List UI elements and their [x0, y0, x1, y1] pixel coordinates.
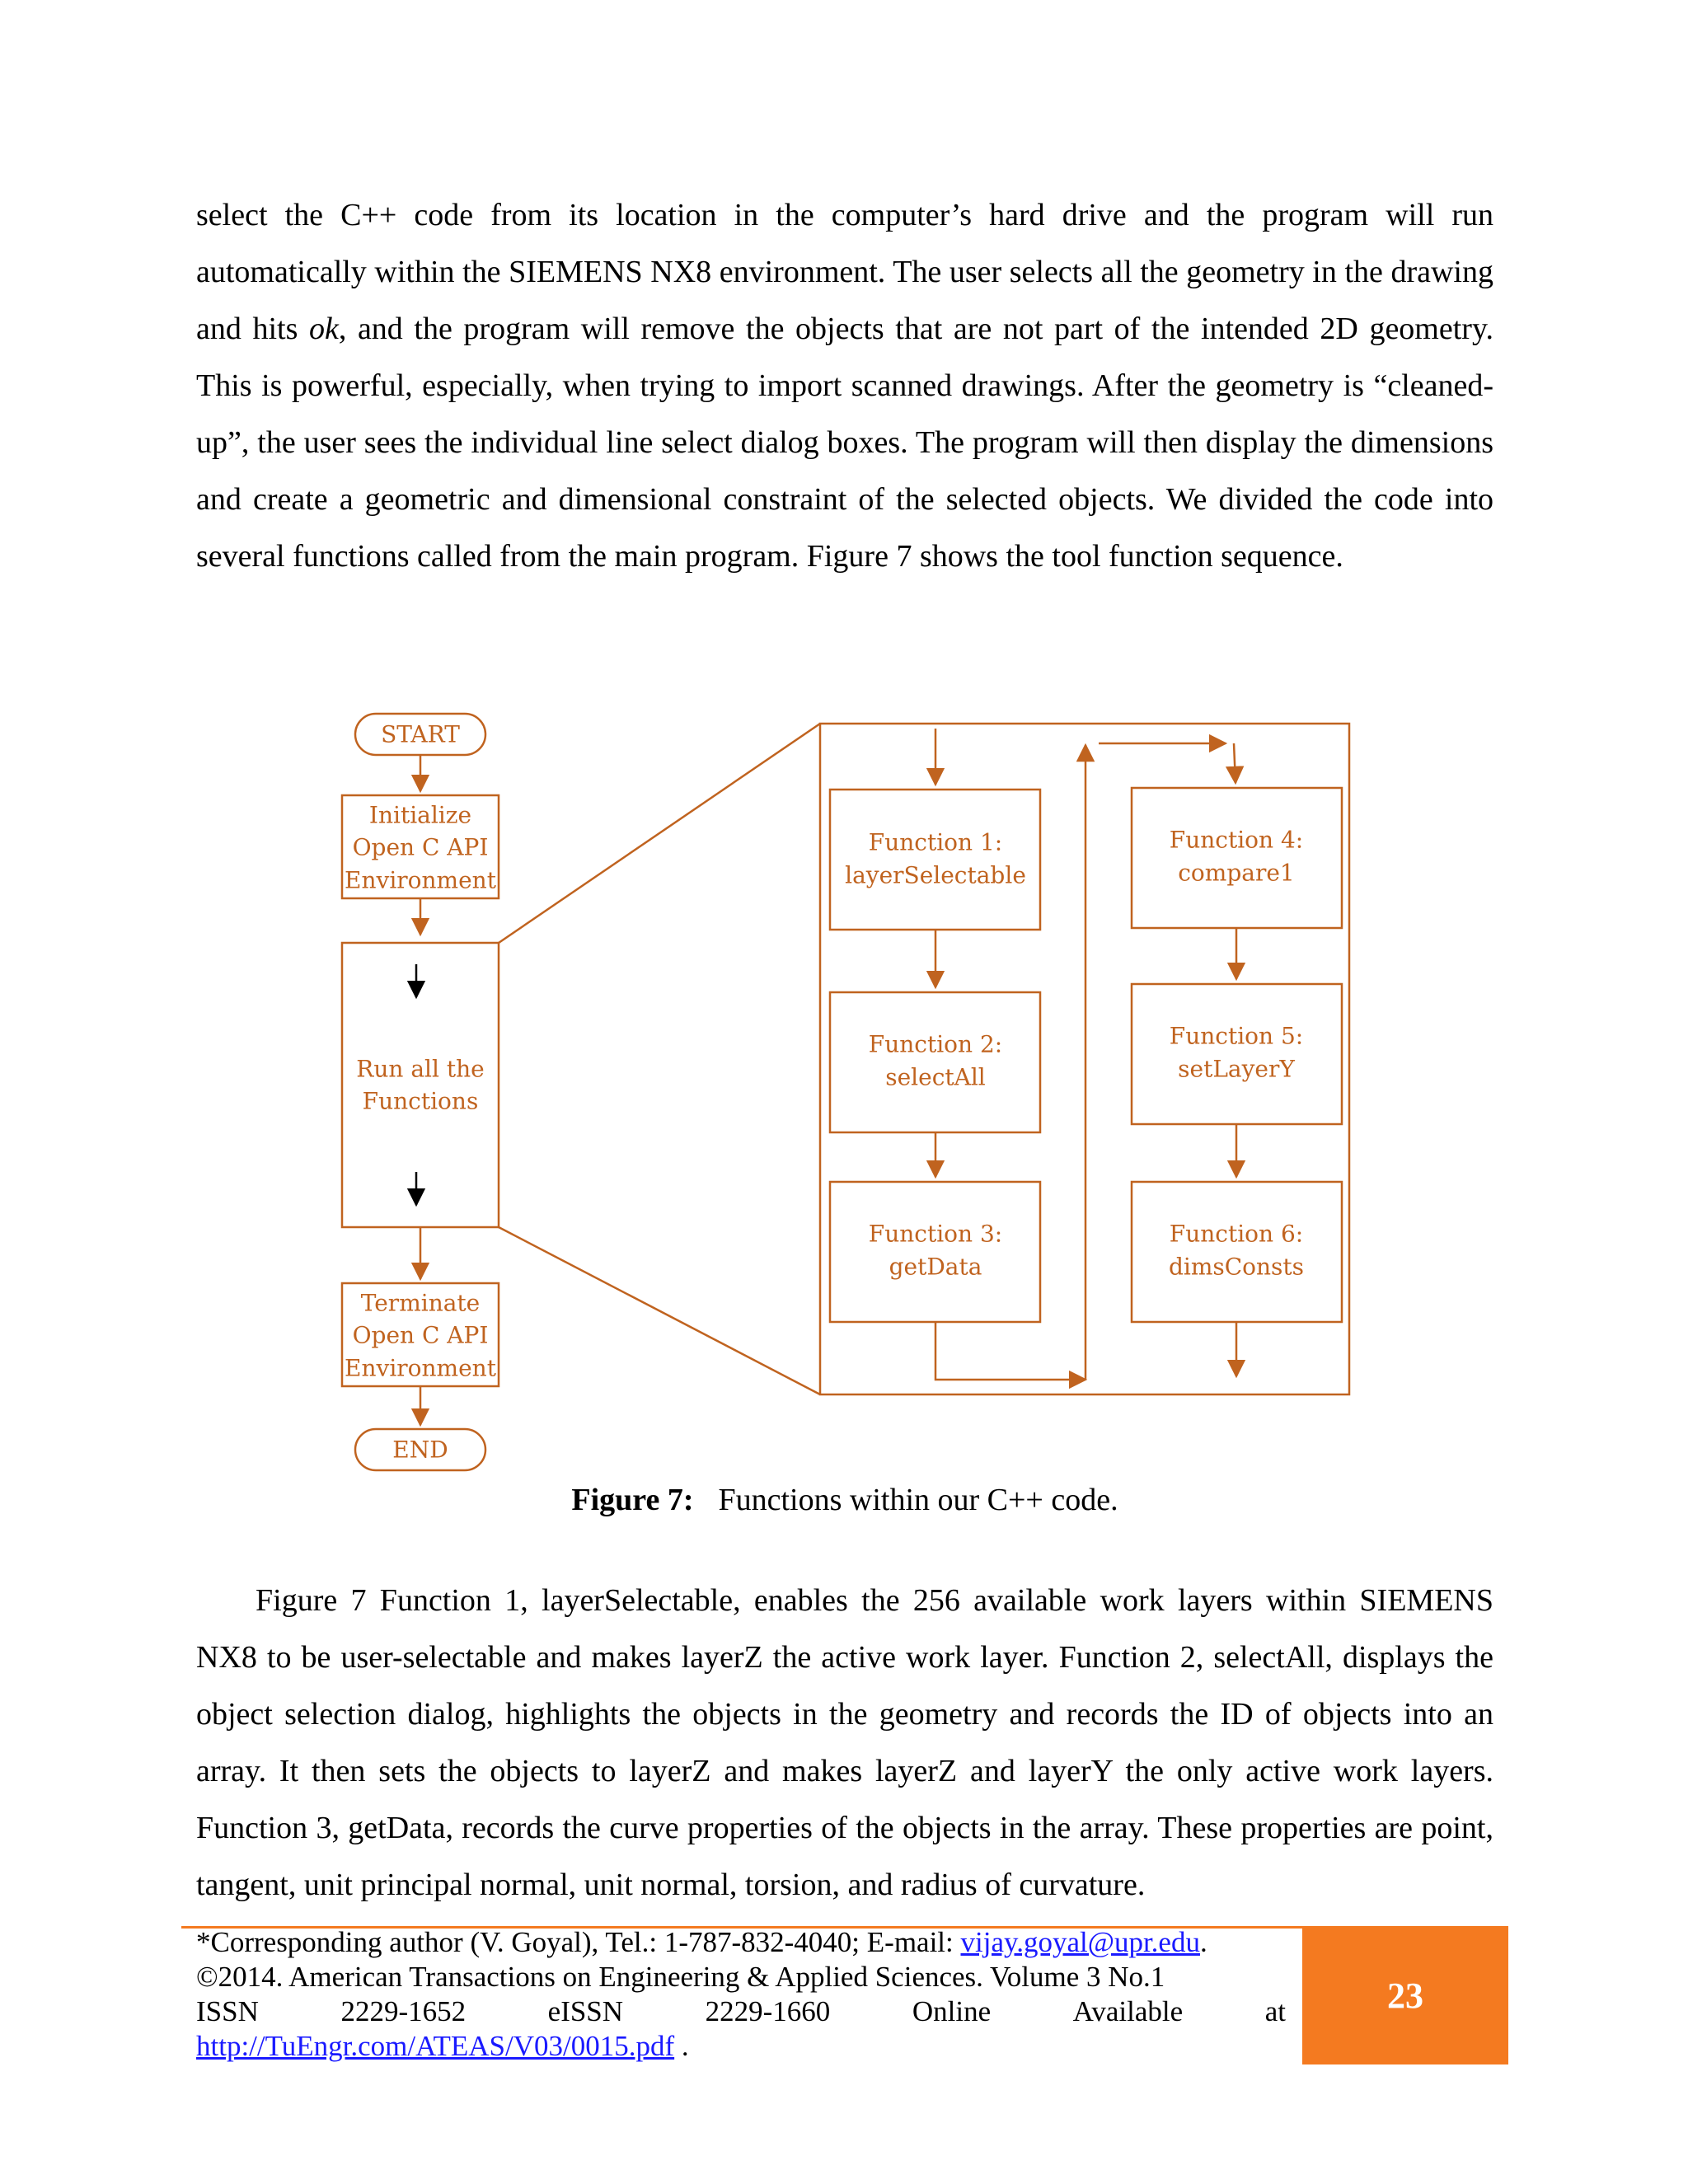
- page-number: 23: [1387, 1975, 1423, 2016]
- issn-value: 2229-1652: [340, 1995, 467, 2027]
- online-label: Online: [912, 1995, 992, 2027]
- footer-line-4: [196, 2029, 1286, 2064]
- function-3-label: Function 3:: [868, 1220, 1003, 1248]
- function-1-name: layerSelectable: [845, 861, 1026, 889]
- available-label: Available: [1072, 1995, 1184, 2027]
- issn-label: ISSN: [196, 1995, 259, 2027]
- italic-ok: ok: [308, 312, 339, 346]
- footer-line-2: [196, 1960, 1286, 1994]
- zoom-line-bottom: [499, 1227, 820, 1394]
- caption-label: Figure 7:: [571, 1483, 694, 1517]
- flowchart-figure: [326, 702, 1372, 1477]
- function-5-label: Function 5:: [1169, 1022, 1304, 1050]
- at-label: at: [1264, 1995, 1286, 2027]
- init-label-1: Initialize: [368, 801, 472, 829]
- paragraph-text-continued: , and the program will remove the objects that are not part of the intended 2D geometry. This is powerful, especially, when trying to import scanned drawings. After the geometry is “cleaned-up”, the user sees the individual line select dialog boxes. The program will then display the dimensions and create a geometric and dimensional constraint of the selected objects. We divided the code into several functions called from the main program. Figure 7 shows the tool function sequence.: [196, 312, 1493, 574]
- email-link[interactable]: vijay.goyal@upr.edu: [960, 1926, 1200, 1958]
- arrow-into-f4: [1234, 743, 1236, 783]
- function-2-name: selectAll: [885, 1063, 986, 1091]
- footer: [196, 1925, 1286, 2064]
- terminate-label-2: Open C API: [352, 1321, 489, 1349]
- zoom-line-top: [499, 724, 820, 943]
- terminate-label-3: Environment: [345, 1354, 496, 1382]
- function-6-name: dimsConsts: [1168, 1253, 1305, 1281]
- body-paragraph-bottom: Figure 7 Function 1, layerSelectable, enables the 256 available work layers within SIEMENS NX8 to be user-selectable and makes layerZ the active work layer. Function 2, selectAll, displays the object selection dialog, highlights the objects in the geometry and records the ID of objects into an array. It then sets the objects to layerZ and makes layerZ and layerY the only active work layers. Function 3, getData, records the curve properties of the objects in the array. These properties are point, tangent, unit principal normal, unit normal, torsion, and radius of curvature.: [196, 1583, 1493, 1902]
- function-4-label: Function 4:: [1169, 826, 1304, 854]
- eissn-label: eISSN: [547, 1995, 624, 2027]
- function-5-box: [1132, 984, 1342, 1124]
- init-label-2: Open C API: [352, 833, 489, 861]
- function-4-box: [1132, 788, 1342, 928]
- url-suffix: .: [674, 2030, 689, 2062]
- author-info: *Corresponding author (V. Goyal), Tel.: 1-787-832-4040; E-mail:: [196, 1926, 961, 1958]
- caption-text: Functions within our C++ code.: [718, 1483, 1118, 1517]
- page-number-badge: [1302, 1926, 1508, 2064]
- function-1-label: Function 1:: [868, 828, 1003, 856]
- run-label-2: Functions: [362, 1087, 479, 1115]
- eissn-value: 2229-1660: [705, 1995, 831, 2027]
- function-4-name: compare1: [1178, 859, 1295, 887]
- copyright-text: ©2014. American Transactions on Engineering & Applied Sciences. Volume 3 No.1: [196, 1961, 1165, 1993]
- function-2-box: [830, 992, 1040, 1132]
- footer-line-1: [196, 1925, 1286, 1960]
- terminate-label-1: Terminate: [360, 1289, 481, 1317]
- function-2-label: Function 2:: [868, 1030, 1003, 1058]
- arrow-f3-connector: [935, 1322, 1085, 1380]
- function-6-label: Function 6:: [1169, 1220, 1304, 1248]
- function-3-box: [830, 1182, 1040, 1322]
- body-paragraph-top: [196, 187, 1493, 585]
- run-label-1: Run all the: [356, 1055, 485, 1083]
- start-label: START: [381, 720, 460, 748]
- end-label: END: [392, 1436, 448, 1464]
- article-url-link[interactable]: http://TuEngr.com/ATEAS/V03/0015.pdf: [196, 2030, 675, 2062]
- figure-caption: [196, 1475, 1493, 1525]
- paragraph-text: select the C++ code from its location in the computer’s hard drive and the program will run automatically within the SIEMENS NX8 environment. The user selects all the geometry in the drawing and hits: [196, 198, 1493, 346]
- function-3-name: getData: [889, 1253, 982, 1281]
- footer-line-3: [196, 1994, 1286, 2029]
- function-1-box: [830, 790, 1040, 930]
- init-label-3: Environment: [345, 866, 496, 894]
- function-6-box: [1132, 1182, 1342, 1322]
- author-info-end: .: [1199, 1926, 1207, 1958]
- run-box: [342, 943, 499, 1227]
- function-5-name: setLayerY: [1178, 1055, 1295, 1083]
